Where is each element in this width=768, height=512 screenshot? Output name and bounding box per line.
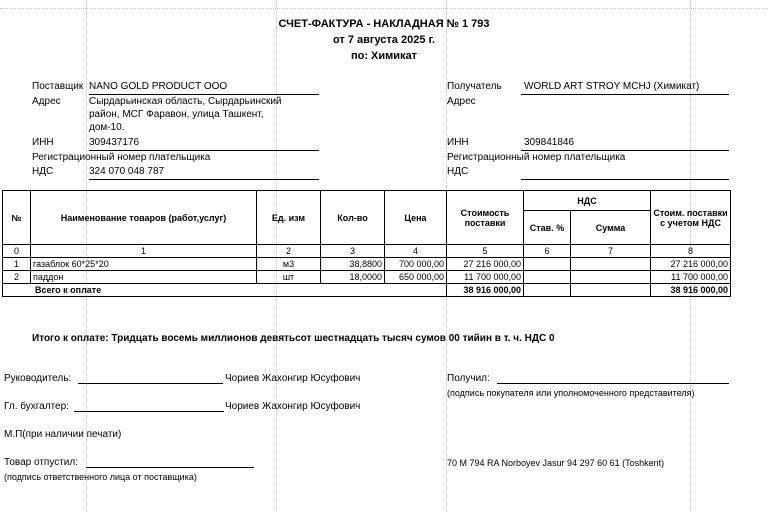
table-total-row	[3, 284, 731, 297]
row-price: 700 000,00	[385, 258, 447, 271]
supplier-address-line-2: район, МСГ Фаравон, улица Ташкент,	[89, 109, 264, 120]
vehicle-info: 70 M 794 RA Norboyev Jasur 94 297 60 61 (Toshkent)	[447, 458, 665, 468]
header-sum: Сумма	[571, 211, 651, 245]
supplier-reg-label: Регистрационный номер плательщика	[32, 152, 211, 163]
total-cost: 38 916 000,00	[447, 284, 524, 297]
stamp-label: М.П(при наличии печати)	[4, 429, 122, 440]
row-total: 11 700 000,00	[651, 271, 731, 284]
recipient-nds-underline	[521, 179, 729, 180]
header-qty: Кол-во	[321, 191, 385, 245]
recipient-address-label: Адрес	[447, 96, 476, 107]
received-label: Получил:	[447, 373, 490, 384]
supplier-address-line-1: Сырдарьинская область, Сырдарьинский	[89, 96, 282, 107]
supplier-inn-underline	[89, 150, 319, 151]
table-row	[3, 258, 731, 271]
recipient-reg-label: Регистрационный номер плательщика	[447, 152, 626, 163]
row-rate	[524, 271, 571, 284]
accountant-name: Чориев Жахонгир Юсуфович	[225, 401, 361, 412]
supplier-label: Поставщик	[32, 81, 84, 92]
director-name: Чориев Жахонгир Юсуфович	[225, 373, 361, 384]
col-number: 2	[257, 245, 321, 258]
col-number: 0	[3, 245, 31, 258]
row-cost: 27 216 000,00	[447, 258, 524, 271]
row-unit: м3	[257, 258, 321, 271]
row-name: паддон	[31, 271, 257, 284]
recipient-inn-underline	[521, 150, 729, 151]
row-name: газаблок 60*25*20	[31, 258, 257, 271]
header-unit: Ед. изм	[257, 191, 321, 245]
table-row	[3, 271, 731, 284]
amount-in-words: Итого к оплате: Тридцать восемь миллионов девятьсот шестнадцать тысяч сумов 00 тийин в т. ч. НДС 0	[32, 333, 555, 344]
header-rate: Став. %	[524, 211, 571, 245]
received-note: (подпись покупателя или уполномоченного представителя)	[447, 388, 695, 398]
total-label: Всего к оплате	[3, 284, 447, 297]
director-sign-line	[78, 383, 223, 384]
items-table	[2, 190, 731, 297]
supplier-inn: 309437176	[89, 137, 140, 148]
col-number: 5	[447, 245, 524, 258]
supplier-inn-label: ИНН	[32, 137, 54, 148]
row-price: 650 000,00	[385, 271, 447, 284]
row-num: 2	[3, 271, 31, 284]
header-total: Стоим. поставки с учетом НДС	[651, 191, 731, 245]
recipient-name-underline	[521, 94, 729, 95]
col-number: 4	[385, 245, 447, 258]
accountant-label: Гл. бухгалтер:	[4, 401, 69, 412]
header-nds: НДС	[524, 191, 651, 211]
header-price: Цена	[385, 191, 447, 245]
released-label: Товар отпустил:	[4, 457, 78, 468]
table-header-row	[3, 191, 731, 211]
released-sign-line	[86, 467, 254, 468]
col-number: 7	[571, 245, 651, 258]
col-number: 8	[651, 245, 731, 258]
recipient-nds-label: НДС	[447, 166, 469, 177]
row-sum	[571, 258, 651, 271]
header-name: Наименование товаров (работ,услуг)	[31, 191, 257, 245]
director-label: Руководитель:	[4, 373, 72, 384]
recipient-inn: 309841846	[524, 137, 575, 148]
total-rate-empty	[524, 284, 571, 297]
recipient-label: Получатель	[447, 81, 502, 92]
released-note: (подпись ответственного лица от поставщика)	[4, 472, 197, 482]
header-cost: Стоимость поставки	[447, 191, 524, 245]
row-num: 1	[3, 258, 31, 271]
row-total: 27 216 000,00	[651, 258, 731, 271]
supplier-nds-label: НДС	[32, 166, 54, 177]
grid-line	[0, 8, 768, 9]
row-rate	[524, 258, 571, 271]
supplier-name: NANO GOLD PRODUCT OOO	[89, 81, 228, 92]
invoice-date: от 7 августа 2025 г.	[332, 34, 436, 46]
recipient-name: WORLD ART STROY MCHJ (Химикат)	[524, 81, 700, 92]
received-sign-line	[497, 383, 729, 384]
row-sum	[571, 271, 651, 284]
invoice-for: по: Химикат	[350, 50, 418, 62]
header-num: №	[3, 191, 31, 245]
supplier-nds: 324 070 048 787	[89, 166, 165, 177]
col-number: 6	[524, 245, 571, 258]
supplier-address-label: Адрес	[32, 96, 61, 107]
supplier-name-underline	[89, 94, 319, 95]
row-cost: 11 700 000,00	[447, 271, 524, 284]
col-number: 3	[321, 245, 385, 258]
total-with-nds: 38 916 000,00	[651, 284, 731, 297]
row-qty: 18,0000	[321, 271, 385, 284]
column-numbers-row	[3, 245, 731, 258]
invoice-title: СЧЕТ-ФАКТУРА - НАКЛАДНАЯ № 1 793	[278, 18, 490, 30]
recipient-inn-label: ИНН	[447, 137, 469, 148]
supplier-address-line-3: дом-10.	[89, 122, 125, 133]
col-number: 1	[31, 245, 257, 258]
row-qty: 38,8800	[321, 258, 385, 271]
total-sum-empty	[571, 284, 651, 297]
supplier-nds-underline	[89, 179, 319, 180]
accountant-sign-line	[74, 411, 224, 412]
row-unit: шт	[257, 271, 321, 284]
